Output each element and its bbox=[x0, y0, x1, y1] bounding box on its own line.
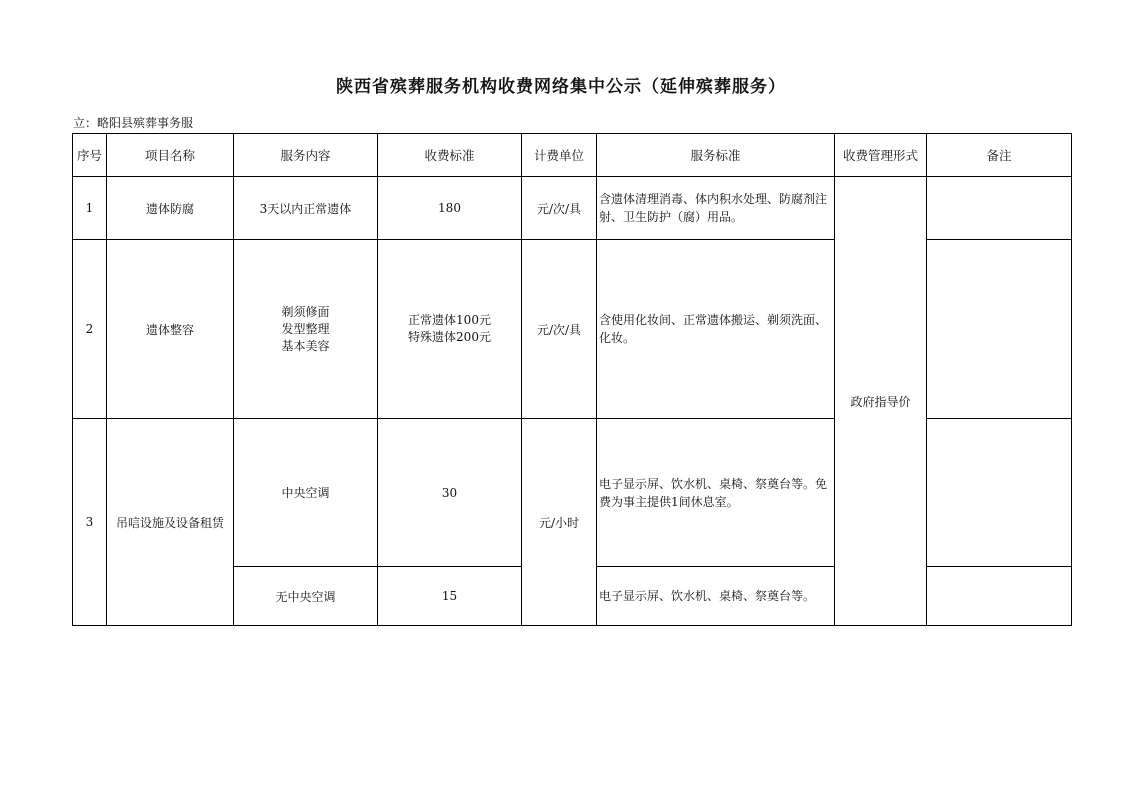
header-no: 序号 bbox=[73, 134, 107, 177]
row-remark bbox=[927, 567, 1072, 626]
row-content bbox=[234, 240, 378, 419]
header-fee: 收费标准 bbox=[378, 134, 522, 177]
row-name: 吊唁设施及设备租赁 bbox=[107, 419, 234, 626]
row-name: 遗体整容 bbox=[107, 240, 234, 419]
content-line: 发型整理 bbox=[281, 321, 330, 336]
row-content: 无中央空调 bbox=[234, 567, 378, 626]
row-standard: 电子显示屏、饮水机、桌椅、祭奠台等。 bbox=[597, 567, 835, 626]
management-form: 政府指导价 bbox=[835, 177, 927, 626]
page-title: 陕西省殡葬服务机构收费网络集中公示（延伸殡葬服务） bbox=[336, 77, 786, 97]
row-standard: 含使用化妆间、正常遗体搬运、剃须洗面、化妆。 bbox=[597, 240, 835, 419]
row-name: 遗体防腐 bbox=[107, 177, 234, 240]
row-unit: 元/小时 bbox=[522, 419, 597, 626]
unit-line: 立：略阳县殡葬事务服 bbox=[73, 116, 194, 130]
row-remark bbox=[927, 419, 1072, 567]
row-fee: 180 bbox=[378, 177, 522, 240]
row-no: 2 bbox=[73, 240, 107, 419]
header-content: 服务内容 bbox=[234, 134, 378, 177]
row-fee bbox=[378, 240, 522, 419]
fee-line: 特殊遗体200元 bbox=[408, 330, 491, 344]
row-content: 中央空调 bbox=[234, 419, 378, 567]
header-management: 收费管理形式 bbox=[835, 134, 927, 177]
row-no: 3 bbox=[73, 419, 107, 626]
row-remark bbox=[927, 240, 1072, 419]
row-standard: 含遗体清理消毒、体内积水处理、防腐剂注射、卫生防护（腐）用品。 bbox=[597, 177, 835, 240]
header-row bbox=[73, 134, 1072, 177]
header-standard: 服务标准 bbox=[597, 134, 835, 177]
content-line: 剃须修面 bbox=[281, 304, 330, 319]
row-content: 3天以内正常遗体 bbox=[234, 177, 378, 240]
row-fee: 30 bbox=[378, 419, 522, 567]
header-remark: 备注 bbox=[927, 134, 1072, 177]
fee-table bbox=[72, 133, 1072, 626]
row-fee: 15 bbox=[378, 567, 522, 626]
header-name: 项目名称 bbox=[107, 134, 234, 177]
content-line: 基本美容 bbox=[281, 338, 330, 353]
header-unit: 计费单位 bbox=[522, 134, 597, 177]
row-standard: 电子显示屏、饮水机、桌椅、祭奠台等。免费为事主提供1间休息室。 bbox=[597, 419, 835, 567]
row-unit: 元/次/具 bbox=[522, 240, 597, 419]
row-remark bbox=[927, 177, 1072, 240]
row-no: 1 bbox=[73, 177, 107, 240]
table-row bbox=[73, 177, 1072, 240]
fee-line: 正常遗体100元 bbox=[408, 313, 491, 327]
row-unit: 元/次/具 bbox=[522, 177, 597, 240]
